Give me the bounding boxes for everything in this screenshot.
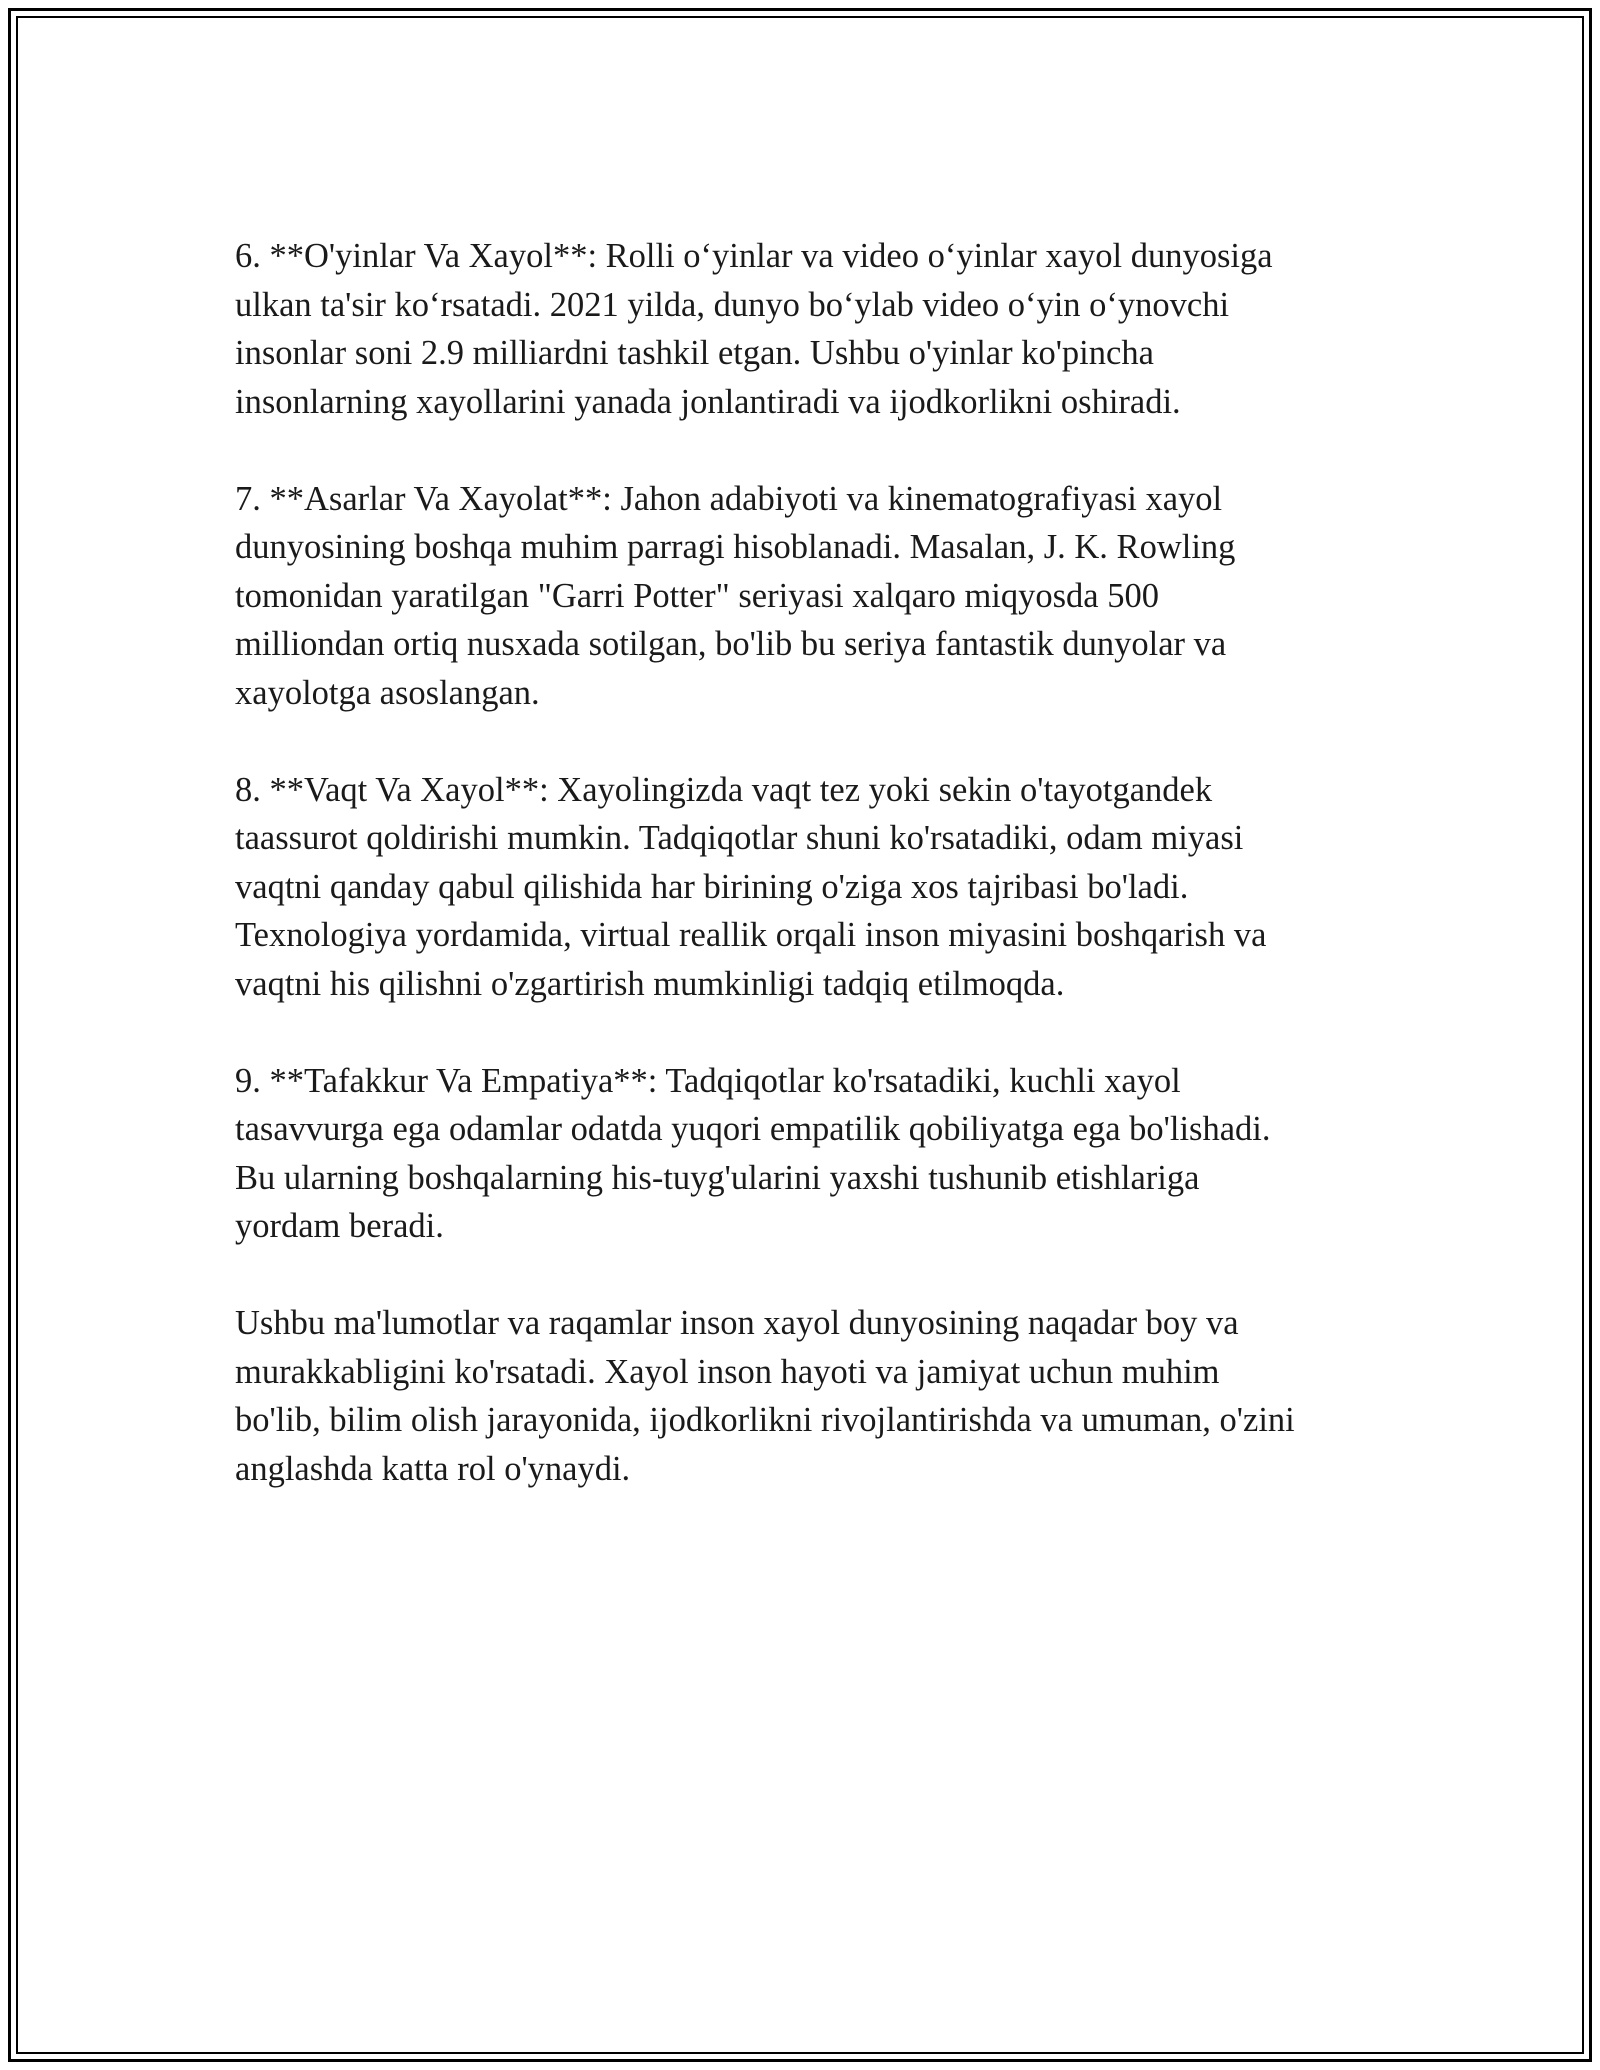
paragraph-9-thinking-and-empathy: 9. **Tafakkur Va Empatiya**: Tadqiqotlar ko'rsatadiki, kuchli xayol tasavvurga ega odamlar odatda yuqori empatilik qobiliyatga ega bo'lishadi. Bu ularning boshqalarning his-tuyg'ularini yaxshi tushunib etishlariga yordam beradi.	[235, 1061, 1271, 1245]
document-body	[235, 232, 1375, 1542]
paragraph-6-games-and-imagination: 6. **O'yinlar Va Xayol**: Rolli o‘yinlar va video o‘yinlar xayol dunyosiga ulkan ta'sir ko‘rsatadi. 2021 yilda, dunyo bo‘ylab video o‘yin o‘ynovchi insonlar soni 2.9 milliardni tashkil etgan. Ushbu o'yinlar ko'pincha insonlarning xayollarini yanada jonlantiradi va ijodkorlikni oshiradi.	[235, 237, 1273, 421]
paragraph-8-time-and-imagination: 8. **Vaqt Va Xayol**: Xayolingizda vaqt tez yoki sekin o'tayotgandek taassurot qoldirishi mumkin. Tadqiqotlar shuni ko'rsatadiki, odam miyasi vaqtni qanday qabul qilishida har birining o'ziga xos tajribasi bo'ladi. Texnologiya yordamida, virtual reallik orqali inson miyasini boshqarish va vaqtni his qilishni o'zgartirish mumkinligi tadqiq etilmoqda.	[235, 770, 1267, 1003]
paragraph-7-works-and-imagination: 7. **Asarlar Va Xayolat**: Jahon adabiyoti va kinematografiyasi xayol dunyosining boshqa muhim parragi hisoblanadi. Masalan, J. K. Rowling tomonidan yaratilgan "Garri Potter" seriyasi xalqaro miqyosda 500 milliondan ortiq nusxada sotilgan, bo'lib bu seriya fantastik dunyolar va xayolotga asoslangan.	[235, 479, 1236, 712]
paragraph-conclusion: Ushbu ma'lumotlar va raqamlar inson xayol dunyosining naqadar boy va murakkabligini ko'rsatadi. Xayol inson hayoti va jamiyat uchun muhim bo'lib, bilim olish jarayonida, ijodkorlikni rivojlantirishda va umuman, o'zini anglashda katta rol o'ynaydi.	[235, 1304, 1295, 1488]
